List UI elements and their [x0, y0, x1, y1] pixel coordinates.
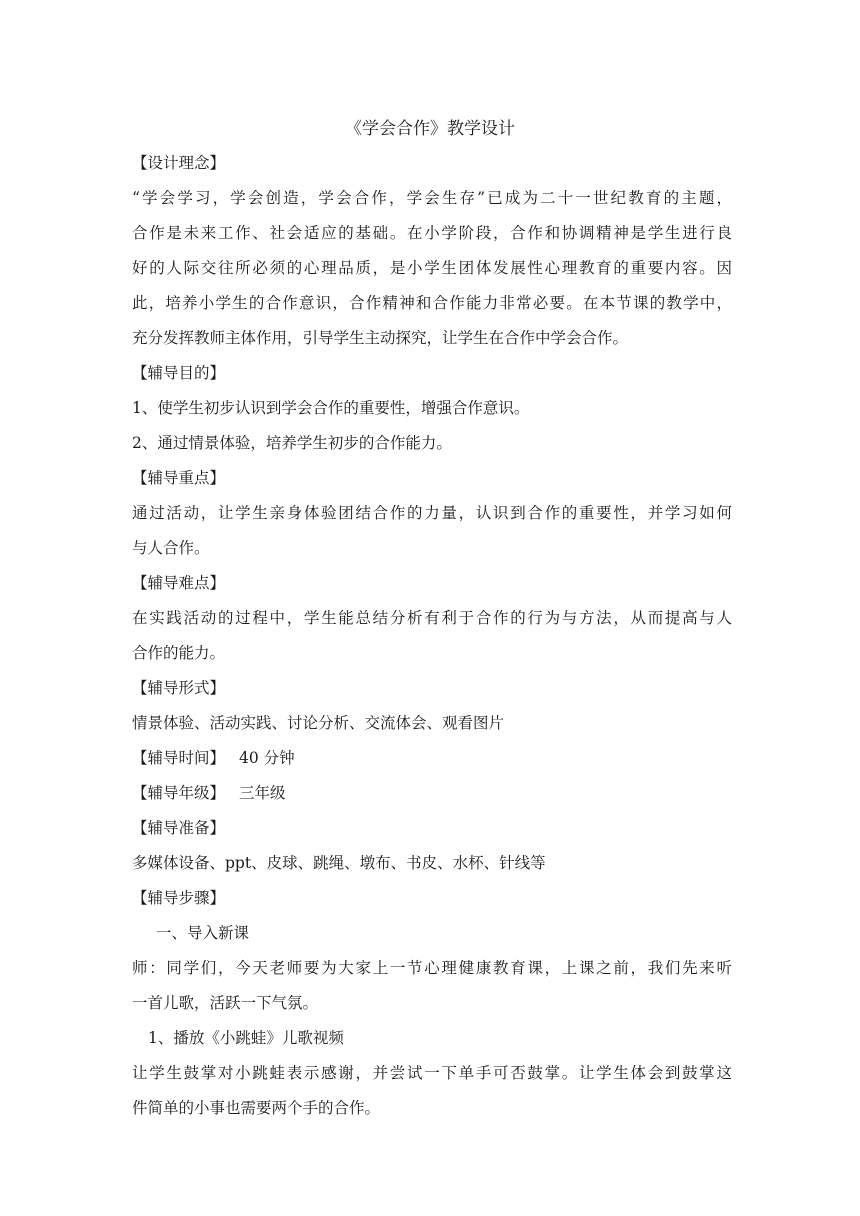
heading-preparation: 【辅导准备】 [132, 819, 226, 837]
paragraph-line: 充分发挥教师主体作用，引导学生主动探究，让学生在合作中学会合作。 [132, 329, 629, 347]
paragraph-line: 让学生鼓掌对小跳蛙表示感谢，并尝试一下单手可否鼓掌。让学生体会到鼓掌这 [132, 1064, 732, 1082]
paragraph-line: 好的人际交往所必须的心理品质，是小学生团体发展性心理教育的重要内容。因 [132, 259, 732, 277]
paragraph-line: “学会学习，学会创造，学会合作，学会生存”已成为二十一世纪教育的主题， [132, 189, 732, 207]
heading-form: 【辅导形式】 [132, 679, 226, 697]
heading-design-concept: 【设计理念】 [132, 154, 226, 172]
heading-steps: 【辅导步骤】 [132, 889, 226, 907]
heading-objectives: 【辅导目的】 [132, 364, 226, 382]
paragraph-line: 合作的能力。 [132, 644, 226, 662]
time-value: 40 分钟 [239, 749, 295, 767]
paragraph-line: 通过活动，让学生亲身体验团结合作的力量，认识到合作的重要性，并学习如何 [132, 504, 732, 522]
substep-title: 1、播放《小跳蛙》儿歌视频 [148, 1029, 344, 1047]
grade-row [132, 780, 732, 806]
heading-key-points: 【辅导重点】 [132, 469, 226, 487]
objective-item: 2、通过情景体验，培养学生初步的合作能力。 [132, 434, 452, 452]
heading-time: 【辅导时间】 [132, 749, 226, 767]
objective-item: 1、使学生初步认识到学会合作的重要性，增强合作意识。 [132, 399, 530, 417]
grade-value: 三年级 [239, 784, 286, 802]
paragraph-line: 与人合作。 [132, 539, 210, 557]
paragraph-line: 合作是未来工作、社会适应的基础。在小学阶段，合作和协调精神是学生进行良 [132, 224, 732, 242]
paragraph-line: 师：同学们，今天老师要为大家上一节心理健康教育课，上课之前，我们先来听 [132, 959, 732, 977]
time-row [132, 745, 732, 771]
paragraph-line: 件简单的小事也需要两个手的合作。 [132, 1099, 381, 1117]
heading-grade: 【辅导年级】 [132, 784, 226, 802]
form-text: 情景体验、活动实践、讨论分析、交流体会、观看图片 [132, 714, 505, 732]
paragraph-line: 在实践活动的过程中，学生能总结分析有利于合作的行为与方法，从而提高与人 [132, 609, 732, 627]
document-title: 《学会合作》教学设计 [345, 119, 515, 139]
paragraph-line: 一首儿歌，活跃一下气氛。 [132, 994, 319, 1012]
step-title: 一、导入新课 [156, 924, 250, 942]
paragraph-line: 此，培养小学生的合作意识，合作精神和合作能力非常必要。在本节课的教学中， [132, 294, 732, 312]
preparation-text: 多媒体设备、ppt、皮球、跳绳、墩布、书皮、水杯、针线等 [132, 854, 546, 872]
heading-difficulties: 【辅导难点】 [132, 574, 226, 592]
